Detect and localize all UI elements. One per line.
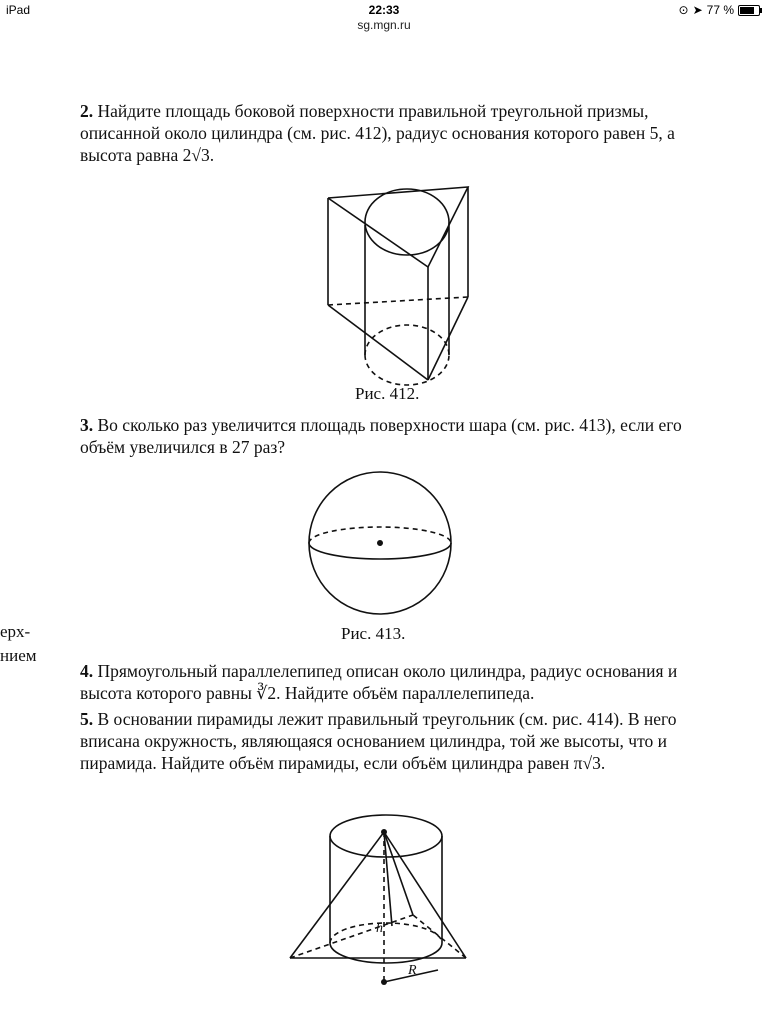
problem-number: 3. (80, 415, 94, 435)
figure-413-sphere (305, 480, 455, 630)
device-name: iPad (6, 3, 31, 17)
problem-number: 2. (80, 101, 94, 121)
document-page (0, 40, 768, 1024)
problem-number: 5. (80, 709, 94, 729)
location-icon: ➤ (692, 3, 703, 17)
label-r: R (408, 963, 417, 978)
problem-number: 4. (80, 661, 94, 681)
figure-412-prism (320, 185, 470, 385)
problem-text: Прямоугольный параллелепипед описан около цилиндра, радиус основания и высота которого равны ∛2. Найдите объём параллелепипеда. (80, 661, 678, 703)
battery-level (740, 7, 754, 14)
figure-414-pyramid-cylinder (288, 810, 478, 1010)
edge-fragment: ерх- (0, 622, 31, 641)
clock: 22:33 (368, 3, 400, 17)
figure-413-caption: Рис. 413. (341, 624, 406, 643)
rotation-lock-icon: ⊙ (678, 3, 689, 17)
battery-icon (738, 5, 760, 16)
url-address[interactable]: sg.mgn.ru (357, 18, 411, 32)
problem-5 (80, 708, 728, 774)
edge-fragment: нием (0, 646, 37, 665)
battery-percent: 77 % (706, 3, 734, 17)
problem-2 (80, 100, 728, 166)
label-h: h (376, 921, 383, 936)
problem-text: В основании пирамиды лежит правильный треугольник (см. рис. 414). В него вписана окружность, являющаяся основанием цилиндра, той же высоты, что и пирамида. Найдите объём пирамиды, если объём цилиндра равен π√3. (80, 709, 677, 773)
problem-text: Найдите площадь боковой поверхности правильной треугольной призмы, описанной около цилиндра (см. рис. 412), радиус основания которого равен 5, а высота равна 2√3. (80, 101, 675, 165)
problem-3 (80, 414, 728, 458)
figure-412-caption: Рис. 412. (355, 384, 420, 403)
problem-4 (80, 660, 728, 704)
status-bar (0, 0, 768, 20)
status-indicators (679, 3, 760, 17)
problem-text: Во сколько раз увеличится площадь поверхности шара (см. рис. 413), если его объём увеличился в 27 раз? (80, 415, 682, 457)
